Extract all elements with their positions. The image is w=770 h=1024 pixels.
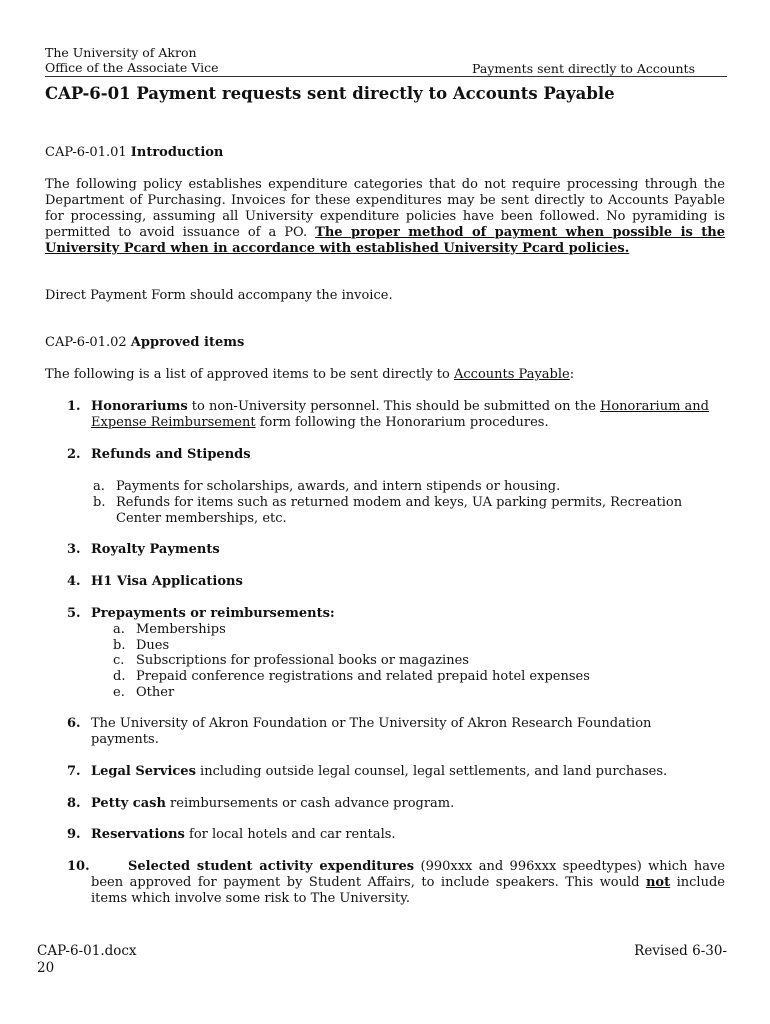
item-title: H1 Visa Applications	[91, 574, 243, 589]
item-body: including outside legal counsel, legal settlements, and land purchases.	[195, 764, 668, 779]
item-text	[91, 764, 725, 780]
item-body-tail: form following the Honorarium procedures.	[255, 415, 549, 430]
accounts-payable-link[interactable]: Accounts Payable	[454, 367, 570, 382]
direct-payment-note: Direct Payment Form should accompany the invoice.	[45, 288, 393, 303]
item-text	[91, 399, 725, 431]
header-right: Payments sent directly to Accounts	[472, 61, 695, 76]
item-title: Honorariums	[91, 399, 188, 414]
item-text	[91, 796, 725, 812]
header-divider	[45, 76, 727, 77]
item-body: for local hotels and car rentals.	[184, 827, 396, 842]
header-office: Office of the Associate Vice	[45, 60, 219, 75]
item-number: 2.	[67, 447, 81, 462]
header-university: The University of Akron	[45, 45, 197, 60]
item-title: Reservations	[91, 827, 185, 842]
sub-item-label: a.	[93, 479, 105, 494]
item-text	[91, 859, 725, 907]
item-body: reimbursements or cash advance program.	[165, 796, 455, 811]
sub-item-label: b.	[93, 495, 106, 510]
sub-item-text: Payments for scholarships, awards, and intern stipends or housing.	[116, 479, 561, 494]
item-title: Petty cash	[91, 796, 166, 811]
item-number: 6.	[67, 716, 81, 731]
item-text	[91, 827, 725, 843]
footer-filename: CAP-6-01.docx 20	[37, 943, 137, 976]
item-body: (990xxx and 996xxx speedtypes) which have been approved for payment by Student Affairs, to include speakers. This would	[91, 859, 725, 890]
item-number: 7.	[67, 764, 81, 779]
item-number: 5.	[67, 606, 81, 621]
item-title: Selected student activity expenditures	[128, 859, 415, 874]
item-text	[91, 574, 725, 590]
sub-item-label: b.	[113, 638, 126, 653]
sub-item-label: a.	[113, 622, 125, 637]
item-text	[91, 606, 725, 622]
sub-item-text: Prepaid conference registrations and related prepaid hotel expenses	[136, 669, 590, 684]
intro-body: The following policy establishes expenditure categories that do not require processing through the Department of Purchasing. Invoices for these expenditures may be sent directly to Accounts Payable for processing, assuming all University expenditure policies have been followed. No pyramiding is permitted to avoid issuance of a PO.	[45, 177, 725, 240]
sub-item-text: Memberships	[136, 622, 226, 637]
intro-bold-statement: The proper method of payment when possible is the	[315, 225, 725, 240]
sub-item-text: Subscriptions for professional books or magazines	[136, 653, 469, 668]
item-title: Prepayments or reimbursements:	[91, 606, 335, 621]
approved-lead-text: The following is a list of approved items to be sent directly to	[45, 367, 450, 382]
pcard-policy-link[interactable]: University Pcard when in accordance with established University Pcard policies.	[45, 241, 630, 256]
item-number: 1.	[67, 399, 81, 414]
section-intro-heading	[45, 145, 223, 160]
footer-revised: Revised 6-30-	[634, 943, 727, 959]
item-body-tail: include items which involve some risk to The University.	[91, 875, 725, 906]
honorarium-form-link[interactable]: Honorarium and Expense Reimbursement	[91, 399, 709, 430]
section-title: Approved items	[130, 335, 245, 350]
intro-paragraph	[45, 177, 725, 257]
item-number: 8.	[67, 796, 81, 811]
sub-item-text: Other	[136, 685, 175, 700]
sub-item-text: Refunds for items such as returned modem and keys, UA parking permits, Recreation Center memberships, etc.	[116, 495, 683, 526]
item-title: Refunds and Stipends	[91, 447, 251, 462]
item-number: 3.	[67, 542, 81, 557]
item-text: The University of Akron Foundation or The University of Akron Research Foundation payments.	[91, 716, 652, 747]
item-number: 4.	[67, 574, 81, 589]
item-body: to non-University personnel. This should be submitted on the	[187, 399, 601, 414]
item-title: Royalty Payments	[91, 542, 220, 557]
approved-lead	[45, 367, 725, 383]
emphasis-not: not	[645, 875, 671, 890]
approved-lead-colon: :	[569, 367, 575, 382]
sub-item-text: Dues	[136, 638, 170, 653]
item-text	[91, 542, 725, 558]
page-title: CAP-6-01 Payment requests sent directly to Accounts Payable	[45, 84, 615, 103]
section-code: CAP-6-01.02	[45, 335, 127, 350]
section-code: CAP-6-01.01	[45, 145, 127, 160]
item-title: Legal Services	[91, 764, 196, 779]
item-text	[91, 447, 725, 463]
section-approved-heading	[45, 335, 244, 350]
item-number: 10.	[67, 859, 90, 874]
sub-item-label: e.	[113, 685, 125, 700]
sub-item-label: d.	[113, 669, 126, 684]
item-number: 9.	[67, 827, 81, 842]
header-left	[45, 45, 219, 75]
section-title: Introduction	[130, 145, 224, 160]
sub-item-label: c.	[113, 653, 125, 668]
